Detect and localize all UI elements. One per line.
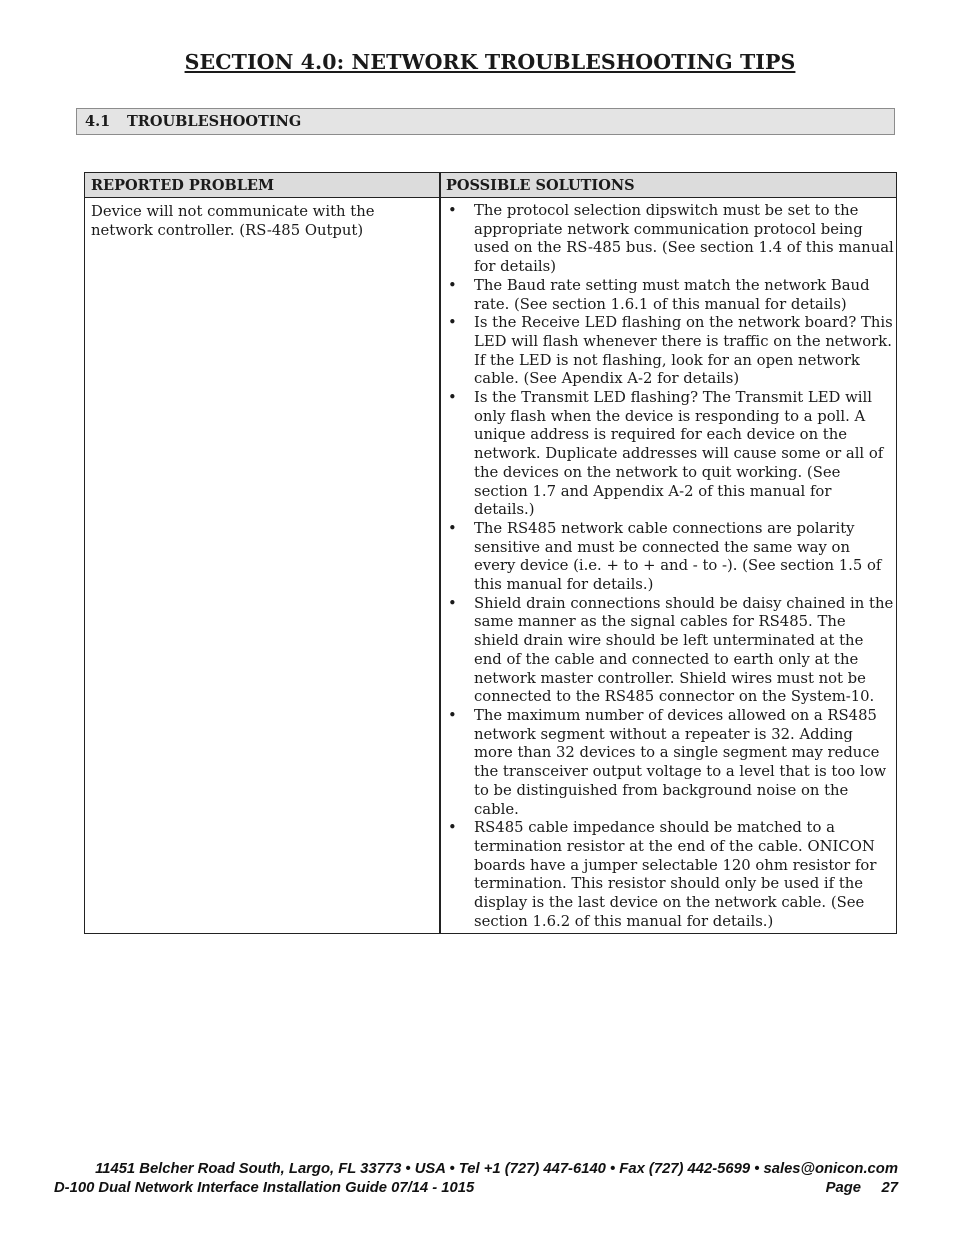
solution-text: The RS485 network cable connections are polarity sensitive and must be connected the same way on every device (i.e. + to + and - to -). (See section 1.5 of this manual for details.) xyxy=(474,519,882,594)
solution-item xyxy=(445,520,895,595)
solution-item xyxy=(445,707,895,819)
solution-item xyxy=(445,277,895,314)
page-title: SECTION 4.0: NETWORK TROUBLESHOOTING TIPS xyxy=(184,50,796,74)
solution-text: RS485 cable impedance should be matched to a termination resistor at the end of the cable. ONICON boards have a jumper selectable 120 ohm resistor for termination. This resistor should only be used if the display is the last device on the network cable. (See section 1.6.2 of this manual for details.) xyxy=(474,819,877,930)
solution-item xyxy=(445,202,895,277)
header-possible-solutions: POSSIBLE SOLUTIONS xyxy=(446,177,635,194)
solution-text: The protocol selection dipswitch must be set to the appropriate network communication protocol being used on the RS-485 bus. (See section 1.4 of this manual for details) xyxy=(474,202,894,276)
bullet-icon: • xyxy=(448,594,457,612)
solution-text: Shield drain connections should be daisy chained in the same manner as the signal cables for RS485. The shield drain wire should be left unterminated at the end of the cable and connected to earth only at the network master controller. Shield wires must not be connected to the RS485 connector on the System-10. xyxy=(474,594,894,706)
bullet-icon: • xyxy=(448,706,457,724)
section-number: 4.1 xyxy=(85,113,111,130)
footer-doc-title: D-100 Dual Network Interface Installation Guide 07/14 - 1015 xyxy=(54,1180,475,1196)
footer-address: 11451 Belcher Road South, Largo, FL 33773 • USA • Tel +1 (727) 447-6140 • Fax (727) 442-5699 • sales@onicon.com xyxy=(95,1161,898,1177)
header-reported-problem: REPORTED PROBLEM xyxy=(91,177,275,194)
bullet-icon: • xyxy=(448,519,457,537)
troubleshooting-table xyxy=(84,172,897,934)
bullet-icon: • xyxy=(448,202,457,219)
solution-item xyxy=(445,314,895,389)
bullet-icon: • xyxy=(448,314,457,332)
column-divider xyxy=(439,173,441,933)
problem-cell: Device will not communicate with the network controller. (RS-485 Output) xyxy=(91,203,375,239)
solution-text: The Baud rate setting must match the network Baud rate. (See section 1.6.1 of this manual for details) xyxy=(474,276,870,313)
page-number: Page 27 xyxy=(825,1180,898,1196)
bullet-icon: • xyxy=(448,819,457,837)
section-heading xyxy=(76,108,895,135)
solution-item xyxy=(445,819,895,931)
solution-text: Is the Transmit LED flashing? The Transmit LED will only flash when the device is responding to a poll. A unique address is required for each device on the network. Duplicate addresses will cause some or all of the devices on the network to quit working. (See section 1.7 and Appendix A-2 of this manual for details.) xyxy=(474,389,884,519)
solution-item xyxy=(445,389,895,520)
section-label: TROUBLESHOOTING xyxy=(127,113,302,130)
table-header-row xyxy=(85,173,896,198)
solution-text: The maximum number of devices allowed on a RS485 network segment without a repeater is 32. Adding more than 32 devices to a single segment may reduce the transceiver output voltage to a level that is too low to be distinguished from background noise on the cable. xyxy=(474,706,887,818)
solution-text: Is the Receive LED flashing on the network board? This LED will flash whenever there is traffic on the network. If the LED is not flashing, look for an open network cable. (See Apendix A-2 for details) xyxy=(474,314,893,388)
bullet-icon: • xyxy=(448,389,457,407)
footer-doc-line xyxy=(54,1180,898,1196)
solutions-list xyxy=(445,202,895,931)
bullet-icon: • xyxy=(448,276,457,294)
solution-item xyxy=(445,595,895,707)
